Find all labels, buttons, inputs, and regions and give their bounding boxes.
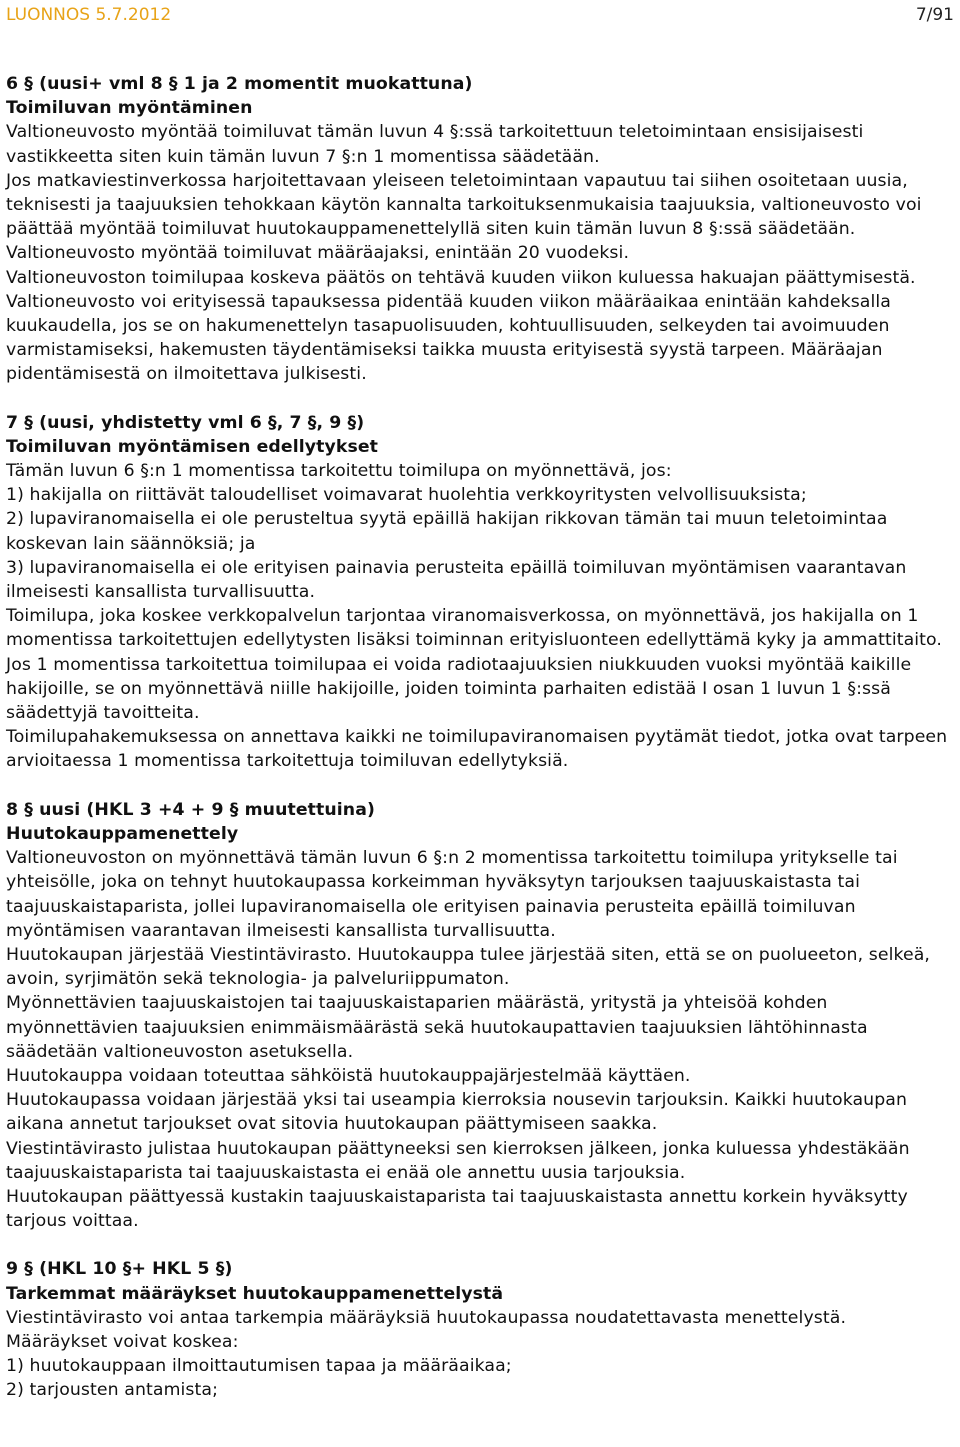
section-number: 8 § uusi (HKL 3 +4 + 9 § muutettuina)	[6, 799, 375, 820]
page-number: 7/91	[915, 5, 954, 25]
list-item: 2) lupaviranomaisella ei ole perusteltua syytä epäillä hakijan rikkovan tämän tai muun teletoimintaa koskevan lain säännöksiä; ja	[6, 509, 888, 554]
paragraph: Viestintävirasto voi antaa tarkempia määräyksiä huutokaupassa noudatettavasta menettelystä.	[6, 1307, 847, 1328]
paragraph: Toimilupahakemuksessa on annettava kaikki ne toimilupaviranomaisen pyytämät tiedot, jotka ovat tarpeen arvioitaessa 1 momentissa tarkoitettuja toimiluvan edellytyksiä.	[6, 727, 948, 772]
section-title: Toimiluvan myöntäminen	[6, 98, 253, 119]
list-item: 2) tarjousten antamista;	[6, 1380, 219, 1401]
paragraph: Viestintävirasto julistaa huutokaupan päättyneeksi sen kierroksen jälkeen, jonka kuluessa yhdestäkään taajuuskaistaparista tai taajuuskaistasta ei enää ole annettu uusia tarjouksia.	[6, 1138, 910, 1183]
section-title: Tarkemmat määräykset huutokauppamenettelystä	[6, 1283, 504, 1304]
paragraph: Jos matkaviestinverkossa harjoitettavaan yleiseen teletoimintaan vapautuu tai siihen osoitetaan uusia, teknisesti ja taajuuksien tehokkaan käytön kannalta tarkoituksenmukaisia taajuuksia, valtioneuvosto voi päättää myöntää toimiluvat huutokauppamenettelyllä siten kuin tämän luvun 8 §:ssä säädetään.	[6, 170, 922, 240]
section-7	[6, 411, 956, 774]
paragraph: Valtioneuvoston on myönnettävä tämän luvun 6 §:n 2 momentissa tarkoitettu toimilupa yritykselle tai yhteisölle, joka on tehnyt huutokaupassa korkeimman hyväksytyn tarjouksen taajuuskaistasta tai taajuuskaistaparista, jollei lupaviranomaisella ole erityisen painavia perusteita epäillä toimiluvan myöntämisen vaarantavan ilmeisesti kansallista turvallisuutta.	[6, 848, 898, 941]
paragraph: Jos 1 momentissa tarkoitettua toimilupaa ei voida radiotaajuuksien niukkuuden vuoksi myöntää kaikille hakijoille, se on myönnettävä niille hakijoille, joiden toiminta parhaiten edistää I osan 1 luvun 1 §:ssä säädettyjä tavoitteita.	[6, 654, 912, 724]
draft-label: LUONNOS 5.7.2012	[6, 5, 172, 25]
section-6	[6, 72, 956, 387]
paragraph: Huutokaupassa voidaan järjestää yksi tai useampia kierroksia nousevin tarjouksin. Kaikki huutokaupan aikana annetut tarjoukset ovat sitovia huutokaupan päättymiseen saakka.	[6, 1090, 908, 1135]
section-number: 6 § (uusi+ vml 8 § 1 ja 2 momentit muokattuna)	[6, 74, 473, 94]
paragraph: Huutokaupan päättyessä kustakin taajuuskaistaparista tai taajuuskaistasta annettu korkein hyväksytty tarjous voittaa.	[6, 1186, 908, 1232]
paragraph: Valtioneuvoston toimilupaa koskeva päätös on tehtävä kuuden viikon kuluessa hakuajan päättymisestä. Valtioneuvosto voi erityisessä tapauksessa pidentää kuuden viikon määräaikaa enintään kahdeksalla kuukaudella, jos se on hakumenettelyn tasapuolisuuden, kohtuullisuuden, selkeyden tai avoimuuden varmistamiseksi, hakemusten täydentämiseksi taikka muusta erityisestä syystä tarpeen. Määräajan pidentämisestä on ilmoitettava julkisesti.	[6, 267, 916, 385]
section-9	[6, 1257, 956, 1402]
list-item: 1) hakijalla on riittävät taloudelliset voimavarat huolehtia verkkoyritysten velvollisuuksista;	[6, 485, 807, 506]
paragraph: Huutokauppa voidaan toteuttaa sähköistä huutokauppajärjestelmää käyttäen.	[6, 1065, 691, 1086]
section-8	[6, 798, 956, 1234]
paragraph: Toimilupa, joka koskee verkkopalvelun tarjontaa viranomaisverkossa, on myönnettävä, jos hakijalla on 1 momentissa tarkoitettujen edellytysten lisäksi toiminnan erityisluonteen edellyttämä kyky ja ammattitaito.	[6, 606, 943, 651]
paragraph: Tämän luvun 6 §:n 1 momentissa tarkoitettu toimilupa on myönnettävä, jos:	[6, 461, 672, 482]
page-header	[6, 4, 954, 30]
section-title: Toimiluvan myöntämisen edellytykset	[6, 436, 379, 457]
paragraph: Huutokaupan järjestää Viestintävirasto. Huutokauppa tulee järjestää siten, että se on puolueeton, selkeä, avoin, syrjimätön sekä teknologia- ja palveluriippumaton.	[6, 944, 931, 990]
section-number: 7 § (uusi, yhdistetty vml 6 §, 7 §, 9 §)	[6, 412, 365, 433]
section-number: 9 § (HKL 10 §+ HKL 5 §)	[6, 1259, 233, 1280]
paragraph: Valtioneuvosto myöntää toimiluvat määräajaksi, enintään 20 vuodeksi.	[6, 243, 630, 264]
document-body	[6, 72, 956, 1427]
paragraph: Valtioneuvosto myöntää toimiluvat tämän luvun 4 §:ssä tarkoitettuun teletoimintaan ensisijaisesti vastikkeetta siten kuin tämän luvun 7 §:n 1 momentissa säädetään.	[6, 122, 864, 167]
paragraph: Määräykset voivat koskea:	[6, 1331, 239, 1352]
list-item: 1) huutokauppaan ilmoittautumisen tapaa ja määräaikaa;	[6, 1356, 512, 1377]
list-item: 3) lupaviranomaisella ei ole erityisen painavia perusteita epäillä toimiluvan myöntämisen vaarantavan ilmeisesti kansallista turvallisuutta.	[6, 557, 907, 603]
paragraph: Myönnettävien taajuuskaistojen tai taajuuskaistaparien määrästä, yritystä ja yhteisöä kohden myönnettävien taajuuksien enimmäismäärästä sekä huutokaupattavien taajuuksien lähtöhinnasta säädetään valtioneuvoston asetuksella.	[6, 993, 868, 1062]
section-title: Huutokauppamenettely	[6, 823, 239, 844]
